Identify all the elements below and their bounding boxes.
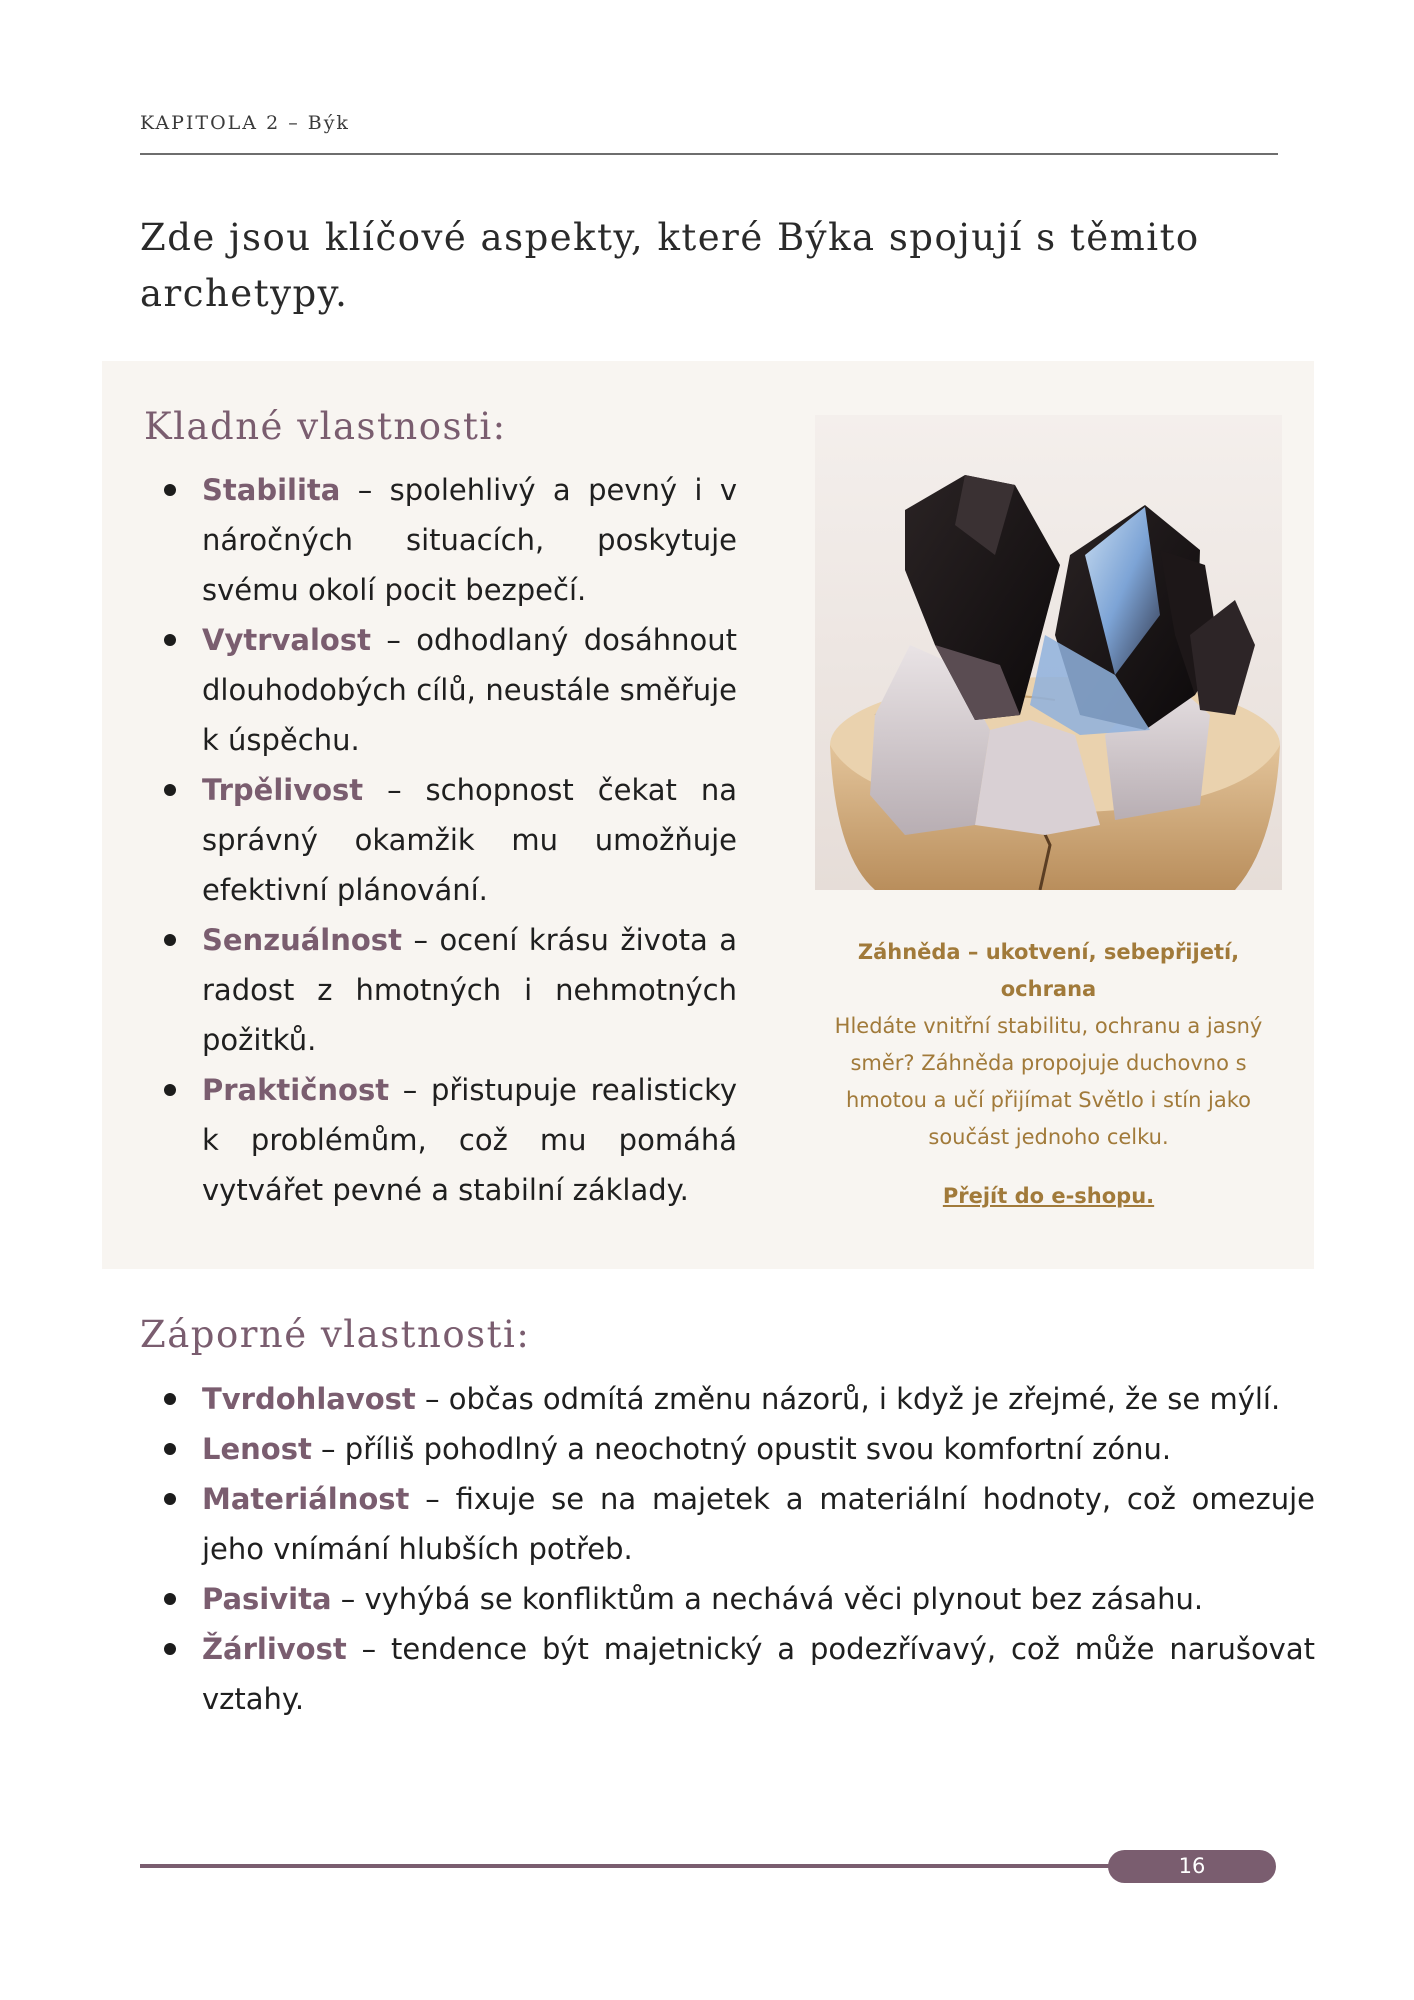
trait-description: – schopnost čekat na správný okamžik mu umožňuje efektivní plánování.	[202, 773, 737, 907]
intro-heading: Zde jsou klíčové aspekty, které Býka spojují s těmito archetypy.	[140, 216, 1200, 315]
negative-traits-title: Záporné vlastnosti:	[140, 1313, 531, 1356]
trait-description: – vyhýbá se konfliktům a nechává věci plynout bez zásahu.	[331, 1582, 1204, 1616]
bullet-icon	[164, 784, 176, 796]
trait-term: Pasivita	[202, 1582, 332, 1616]
trait-description: – spolehlivý a pevný i v náročných situacích, poskytuje svému okolí pocit bezpečí.	[202, 473, 737, 607]
list-item	[140, 1574, 1315, 1624]
trait-term: Tvrdohlavost	[202, 1382, 416, 1416]
trait-description: – občas odmítá změnu názorů, i když je zřejmé, že se mýlí.	[415, 1382, 1281, 1416]
trait-term: Stabilita	[202, 473, 341, 507]
list-item	[140, 915, 737, 1065]
list-item	[140, 765, 737, 915]
trait-term: Materiálnost	[202, 1482, 410, 1516]
list-item	[140, 1474, 1315, 1574]
page-number: 16	[1108, 1850, 1276, 1883]
positive-traits-title: Kladné vlastnosti:	[144, 405, 507, 448]
trait-term: Senzuálnost	[202, 923, 402, 957]
trait-description: – fixuje se na majetek a materiální hodnoty, což omezuje jeho vnímání hlubších potřeb.	[202, 1482, 1315, 1566]
bullet-icon	[164, 484, 176, 496]
bullet-icon	[164, 1443, 176, 1455]
list-item	[140, 1624, 1315, 1724]
bullet-icon	[164, 1493, 176, 1505]
trait-term: Trpělivost	[202, 773, 364, 807]
trait-description: – ocení krásu života a radost z hmotných i nehmotných požitků.	[202, 923, 737, 1057]
list-item	[140, 1424, 1315, 1474]
negative-traits-list	[140, 1374, 1315, 1724]
product-caption	[815, 934, 1282, 1215]
product-description: Hledáte vnitřní stabilitu, ochranu a jasný směr? Záhněda propojuje duchovno s hmotou a učí přijímat Světlo i stín jako součást jednoho celku.	[834, 1014, 1263, 1149]
product-title: Záhněda – ukotvení, sebepřijetí, ochrana	[857, 940, 1240, 1001]
trait-description: – příliš pohodlný a neochotný opustit svou komfortní zónu.	[311, 1432, 1172, 1466]
trait-term: Vytrvalost	[202, 623, 371, 657]
header-divider	[140, 153, 1278, 155]
chapter-header: KAPITOLA 2 – Býk	[140, 112, 350, 134]
bullet-icon	[164, 1393, 176, 1405]
bullet-icon	[164, 934, 176, 946]
list-item	[140, 1374, 1315, 1424]
list-item	[140, 1065, 737, 1215]
list-item	[140, 615, 737, 765]
bullet-icon	[164, 1084, 176, 1096]
smoky-quartz-photo	[815, 415, 1282, 890]
bullet-icon	[164, 1643, 176, 1655]
eshop-link[interactable]: Přejít do e-shopu.	[942, 1184, 1155, 1208]
positive-traits-list	[140, 465, 737, 1215]
trait-term: Žárlivost	[202, 1632, 347, 1666]
bullet-icon	[164, 1593, 176, 1605]
footer-divider	[140, 1864, 1140, 1868]
trait-description: – přistupuje realisticky k problémům, což mu pomáhá vytvářet pevné a stabilní základy.	[202, 1073, 737, 1207]
trait-term: Lenost	[202, 1432, 312, 1466]
trait-term: Praktičnost	[202, 1073, 390, 1107]
trait-description: – tendence být majetnický a podezřívavý, což může narušovat vztahy.	[202, 1632, 1315, 1716]
bullet-icon	[164, 634, 176, 646]
list-item	[140, 465, 737, 615]
trait-description: – odhodlaný dosáhnout dlouhodobých cílů, neustále směřuje k úspěchu.	[202, 623, 737, 757]
